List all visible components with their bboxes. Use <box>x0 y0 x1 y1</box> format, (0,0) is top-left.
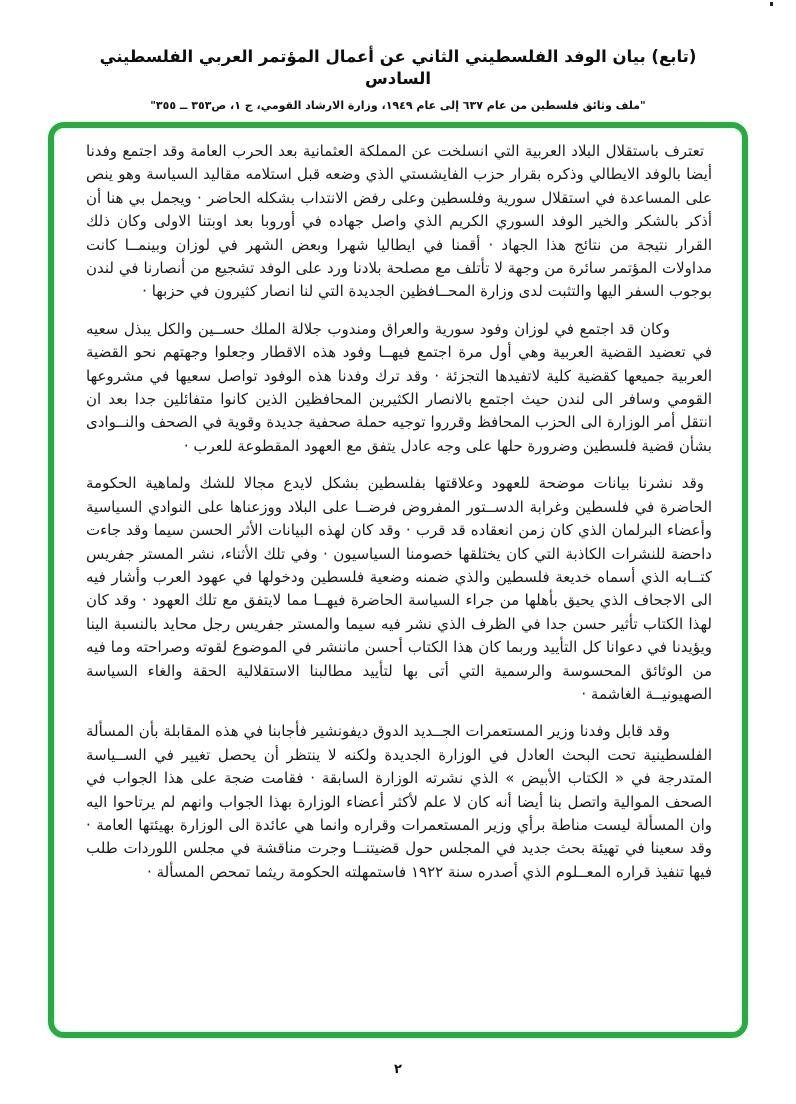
document-body <box>54 128 742 1032</box>
document-title: (تابع) بيان الوفد الفلسطيني الثاني عن أعمال المؤتمر العربي الفلسطيني السادس <box>99 47 697 88</box>
page-number: ٢ <box>394 1062 402 1077</box>
scan-artifact-dot <box>770 2 773 6</box>
paragraph-4: وقد قابل وفدنا وزير المستعمرات الجــديد الدوق ديفونشير فأجابنا في هذه المقابلة بأن المسألة الفلسطينية تحت البحث العادل في الوزارة الجديدة ولكنه لا ينتظر أن يحصل تغيير في الســياسة المتدرجة في « الكتاب الأبيض » الذي نشرته الوزارة السابقة · فقامت ضجة على هذا الجواب في الصحف الموالية واتصل بنا أيضا أنه كان لا علم لأكثر أعضاء الوزارة بهذا الجواب وانهم لم يرتاحوا اليه وان المسألة ليست مناطة برأي وزير المستعمرات وقراره وانما هي عائدة الى الوزارة بهيئتها العامة · وقد سعينا في تهيئة بحث جديد في المجلس حول قضيتنــا وجرت مناقشة في مجلس اللوردات طلب فيها تنفيذ قراره المعــلوم الذي أصدره سنة ١٩٢٢ فاستمهلته الحكومة ريثما تمحص المسألة · <box>86 722 712 881</box>
paragraph-1: تعترف باستقلال البلاد العربية التي انسلخت عن المملكة العثمانية بعد الحرب العامة وقد اجتمع وفدنا أيضا بالوفد الايطالي وذكره بقرار حزب الفايشستي الذي وضعه قبل استلامه مقاليد السياسة وهو ينص على المساعدة في استقلال سورية وفلسطين وعلى رفض الانتداب بشكله الحاضر · ويجمل بي هنا أن أذكر بالشكر والخير الوفد السوري الكريم الذي واصل جهاده في أوروبا بعد اوبتنا الاولى وكان ذلك القرار نتيجة من نتائج هذا الجهاد · أقمنا في ايطاليا شهرا وبعض الشهر في لوزان وبينمــا كانت مداولات المؤتمر سائرة من وجهة لا تأتلف مع مصلحة بلادنا ورد على الوفد تشجيع من أنصارنا في لندن بوجوب السفر اليها والتثبت لدى وزارة المحــافظين الجديدة التي لنا انصار كثيرون في حزبها · <box>86 142 712 301</box>
source-citation-line: "ملف وثائق فلسطين من عام ٦٣٧ إلى عام ١٩٤٩، وزارة الارشاد القومي، ج ١، ص٣٥٣ ــ ٣٥٥" <box>150 99 646 112</box>
paragraph-3: وقد نشرنا بيانات موضحة للعهود وعلاقتها بفلسطين بشكل لايدع مجالا للشك ولماهية الحكومة الحاضرة في فلسطين وغرابة الدســتور المفروض فرضــا على البلاد ووزعناها على النوادي السياسية وأعضاء البرلمان الذي كان زمن انعقاده قد قرب · وقد كان لهذه البيانات الأثر الحسن سيما وقد جاءت داحضة للنشرات الكاذبة التي كان يختلقها خصومنا السياسيون · وفي تلك الأثناء، نشر المستر جفريس كتــابه الذي أسماه خديعة فلسطين والذي ضمنه وضعية فلسطين ودخولها في عهود العرب وأشار فيه الى الاجحاف الذي يحيق بأهلها من جراء السياسة الحاضرة فيهــا مما لايتفق مع تلك العهود · وقد كان لهذا الكتاب تأثير حسن جدا في الظرف الذي نشر فيه سيما والمستر جفريس رجل محايد بالنسبة الينا ويؤيدنا في دعوانا كل التأييد وربما كان هذا الكتاب أحسن ماننشر في الموضوع لقوته وصراحته وما فيه من الوثائق المحسوسة والرسمية التي أتى بها لتأييد مطالبنا الاستقلالية الحقة والغاء السياسة الصهيونيــة الغاشمة · <box>86 474 712 703</box>
paragraph-2: وكان قد اجتمع في لوزان وفود سورية والعراق ومندوب جلالة الملك حســين والكل يبذل سعيه في تعضيد القضية العربية وهي أول مرة اجتمع فيهــا وفود هذه الاقطار وجعلوا وجهتهم نحو القضية العربية جميعها كقضية كلية لاتفيدها التجزئة · وقد ترك وفدنا هذه الوفود تواصل سعيها في مشروعها القومي وسافر الى لندن حيث اجتمع بالانصار الكثيرين المحافظين الذين كانوا متفائلين جدا بعد ان انتقل أمر الوزارة الى الحزب المحافظ وقرروا توجيه حملة صحفية جديدة وقوية في الصحف والنــوادى بشأن قضية فلسطين وضرورة حلها على وجه عادل يتفق مع العهود المقطوعة للعرب · <box>86 319 712 455</box>
document-header <box>0 46 796 112</box>
green-highlight-frame <box>48 122 748 1038</box>
